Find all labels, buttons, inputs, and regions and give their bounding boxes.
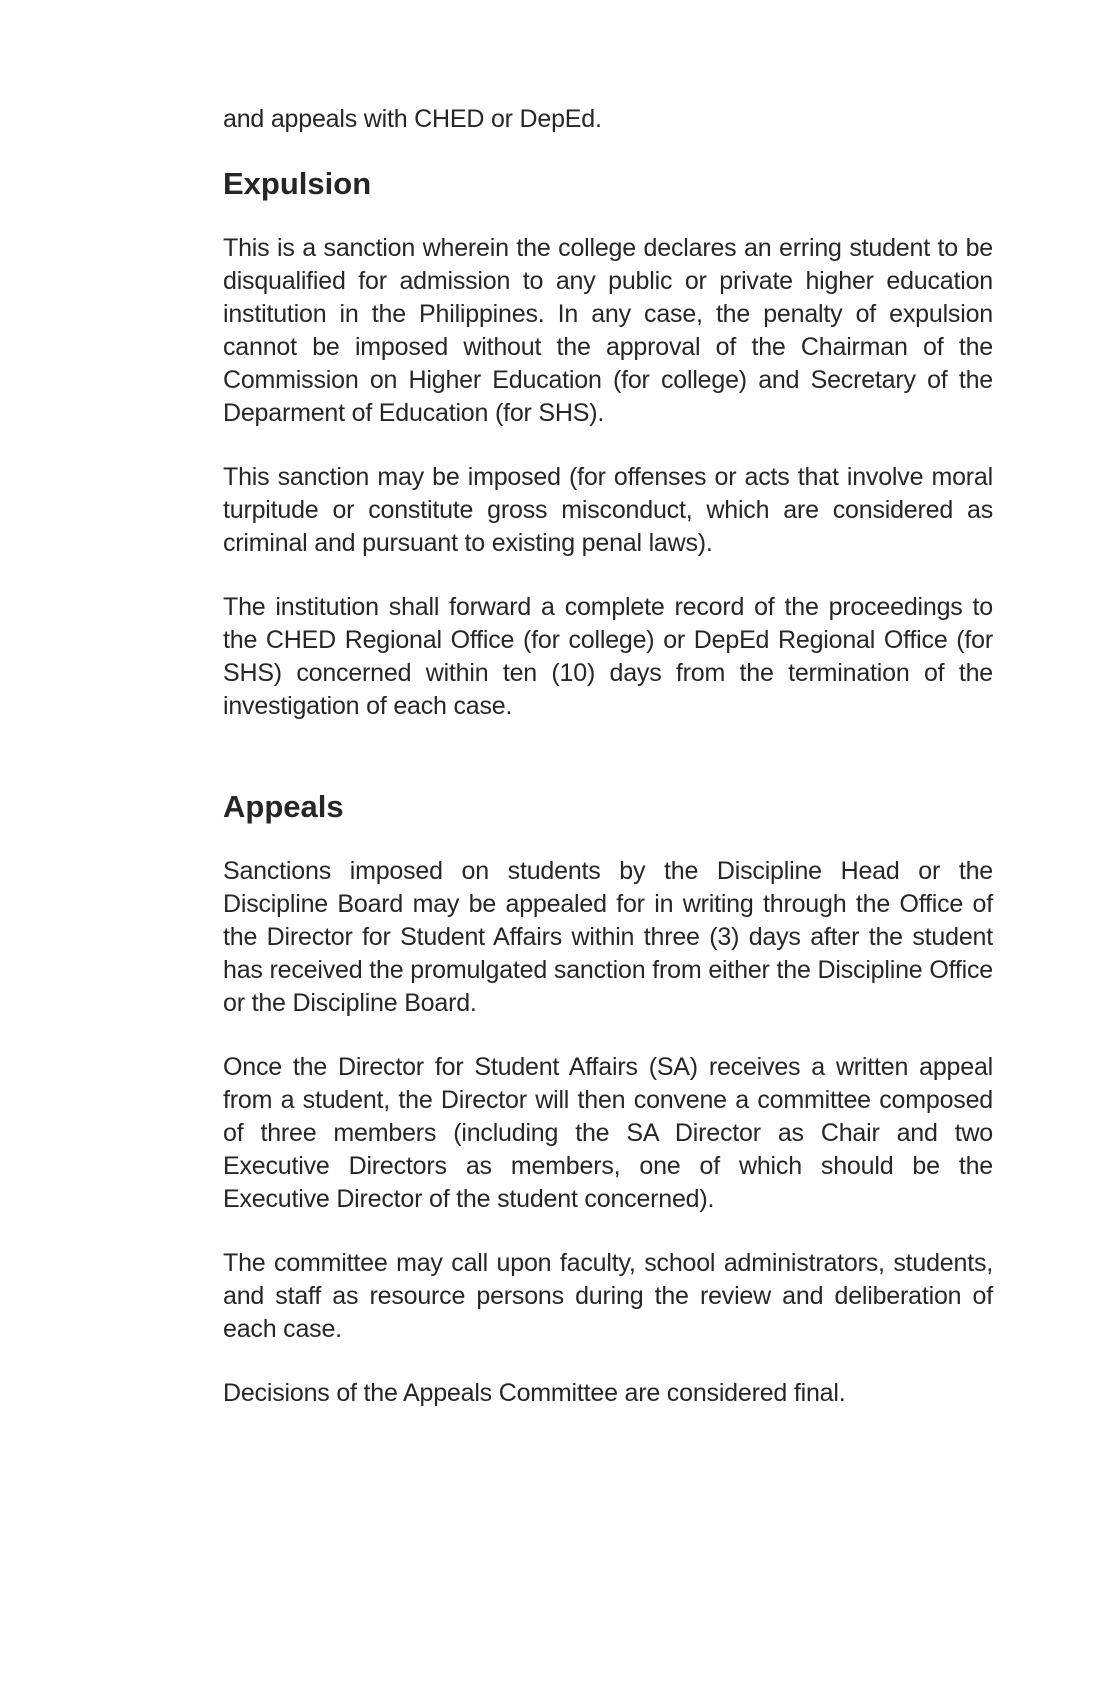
appeals-paragraph-3: The committee may call upon faculty, school administrators, students, and staff as resource persons during the review and deliberation of each case. <box>223 1249 993 1343</box>
expulsion-paragraph-1: This is a sanction wherein the college declares an erring student to be disqualified for admission to any public or private higher education institution in the Philippines. In any case, the penalty of expulsion cannot be imposed without the approval of the Chairman of the Commission on Higher Education (for college) and Secretary of the Deparment of Education (for SHS). <box>223 234 993 427</box>
expulsion-paragraph-3: The institution shall forward a complete record of the proceedings to the CHED Regional Office (for college) or DepEd Regional Office (for SHS) concerned within ten (10) days from the termination of the investigation of each case. <box>223 593 993 720</box>
section-heading-expulsion: Expulsion <box>223 166 372 201</box>
expulsion-paragraph-2: This sanction may be imposed (for offenses or acts that involve moral turpitude or constitute gross misconduct, which are considered as criminal and pursuant to existing penal laws). <box>223 463 993 557</box>
appeals-paragraph-1: Sanctions imposed on students by the Discipline Head or the Discipline Board may be appealed for in writing through the Office of the Director for Student Affairs within three (3) days after the student has received the promulgated sanction from either the Discipline Office or the Discipline Board. <box>223 857 993 1017</box>
continuation-text: and appeals with CHED or DepEd. <box>223 105 602 133</box>
section-heading-appeals: Appeals <box>223 789 344 824</box>
appeals-paragraph-2: Once the Director for Student Affairs (SA) receives a written appeal from a student, the Director will then convene a committee composed of three members (including the SA Director as Chair and two Executive Directors as members, one of which should be the Executive Director of the student concerned). <box>223 1053 993 1213</box>
appeals-paragraph-4: Decisions of the Appeals Committee are considered final. <box>223 1379 846 1407</box>
document-page <box>223 103 993 1410</box>
